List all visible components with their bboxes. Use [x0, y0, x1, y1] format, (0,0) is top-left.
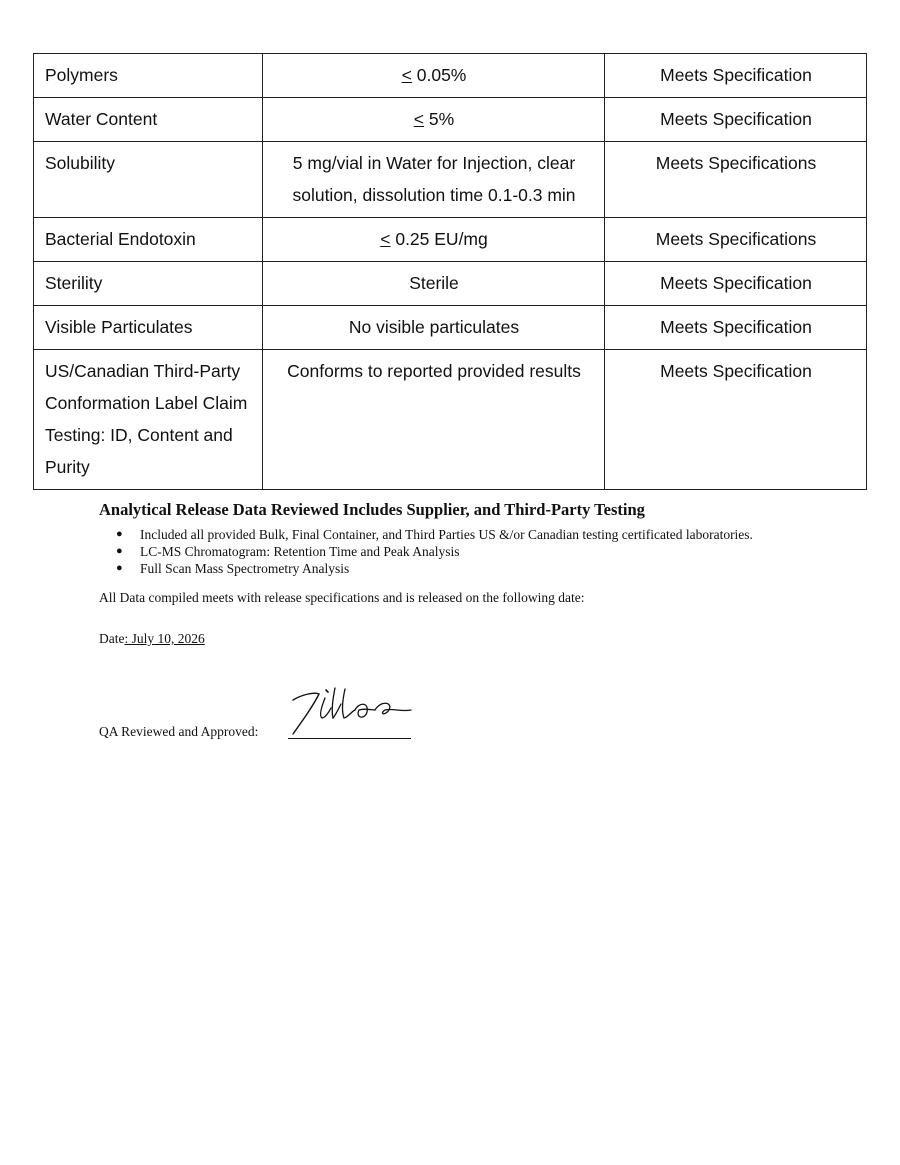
approval-label: QA Reviewed and Approved: [99, 724, 259, 739]
less-or-equal-symbol: < [401, 65, 412, 85]
table-row [34, 218, 867, 262]
list-item [99, 560, 819, 577]
list-item-text: Full Scan Mass Spectrometry Analysis [140, 561, 350, 576]
signature-line [288, 738, 411, 739]
bullet-icon: ● [116, 545, 123, 557]
specification [263, 350, 605, 490]
table-row [34, 98, 867, 142]
signature-icon [289, 686, 419, 738]
compiled-statement: All Data compiled meets with release specifications and is released on the following date: [99, 590, 585, 605]
result: Meets Specification [605, 306, 867, 350]
release-date [99, 630, 819, 647]
test-name: Visible Particulates [34, 306, 263, 350]
table-row [34, 142, 867, 218]
bullet-icon: ● [116, 528, 123, 540]
table-row [34, 350, 867, 490]
test-name: Polymers [34, 54, 263, 98]
test-name: Sterility [34, 262, 263, 306]
specification-text: 0.25 EU/mg [390, 229, 488, 249]
date-value: : July 10, 2026 [124, 631, 205, 646]
specification [263, 306, 605, 350]
result: Meets Specification [605, 54, 867, 98]
specification-text: No visible particulates [348, 317, 520, 337]
specification-text: 0.05% [411, 65, 467, 85]
list-item [99, 526, 819, 543]
specification-text: 5% [424, 109, 455, 129]
list-item [99, 543, 819, 560]
result: Meets Specification [605, 350, 867, 490]
list-item-text: Included all provided Bulk, Final Container, and Third Parties US &/or Canadian testing certificated laboratories. [140, 527, 753, 542]
specification-text: Conforms to reported provided results [287, 361, 581, 381]
result: Meets Specifications [605, 142, 867, 218]
test-name: US/Canadian Third-Party Conformation Label Claim Testing: ID, Content and Purity [34, 350, 263, 490]
less-or-equal-symbol: < [413, 109, 425, 129]
list-item-text: LC-MS Chromatogram: Retention Time and Peak Analysis [140, 544, 460, 559]
review-section [99, 500, 819, 647]
specification [263, 54, 605, 98]
specification-table [33, 53, 867, 490]
less-or-equal-symbol: < [380, 229, 391, 249]
specification-text: Sterile [409, 273, 459, 293]
date-label: Date [99, 631, 125, 646]
result: Meets Specification [605, 262, 867, 306]
review-list [99, 526, 819, 577]
specification-text: 5 mg/vial in Water for Injection, clear solution, dissolution time 0.1-0.3 min [292, 153, 576, 205]
specification [263, 262, 605, 306]
table-row [34, 262, 867, 306]
result: Meets Specification [605, 98, 867, 142]
table-row [34, 54, 867, 98]
specification [263, 98, 605, 142]
specification [263, 142, 605, 218]
bullet-icon: ● [116, 562, 123, 574]
result: Meets Specifications [605, 218, 867, 262]
test-name: Water Content [34, 98, 263, 142]
approval-section [99, 686, 459, 746]
specification [263, 218, 605, 262]
table-row [34, 306, 867, 350]
review-heading: Analytical Release Data Reviewed Includes Supplier, and Third-Party Testing [99, 500, 645, 519]
test-name: Solubility [34, 142, 263, 218]
test-name: Bacterial Endotoxin [34, 218, 263, 262]
